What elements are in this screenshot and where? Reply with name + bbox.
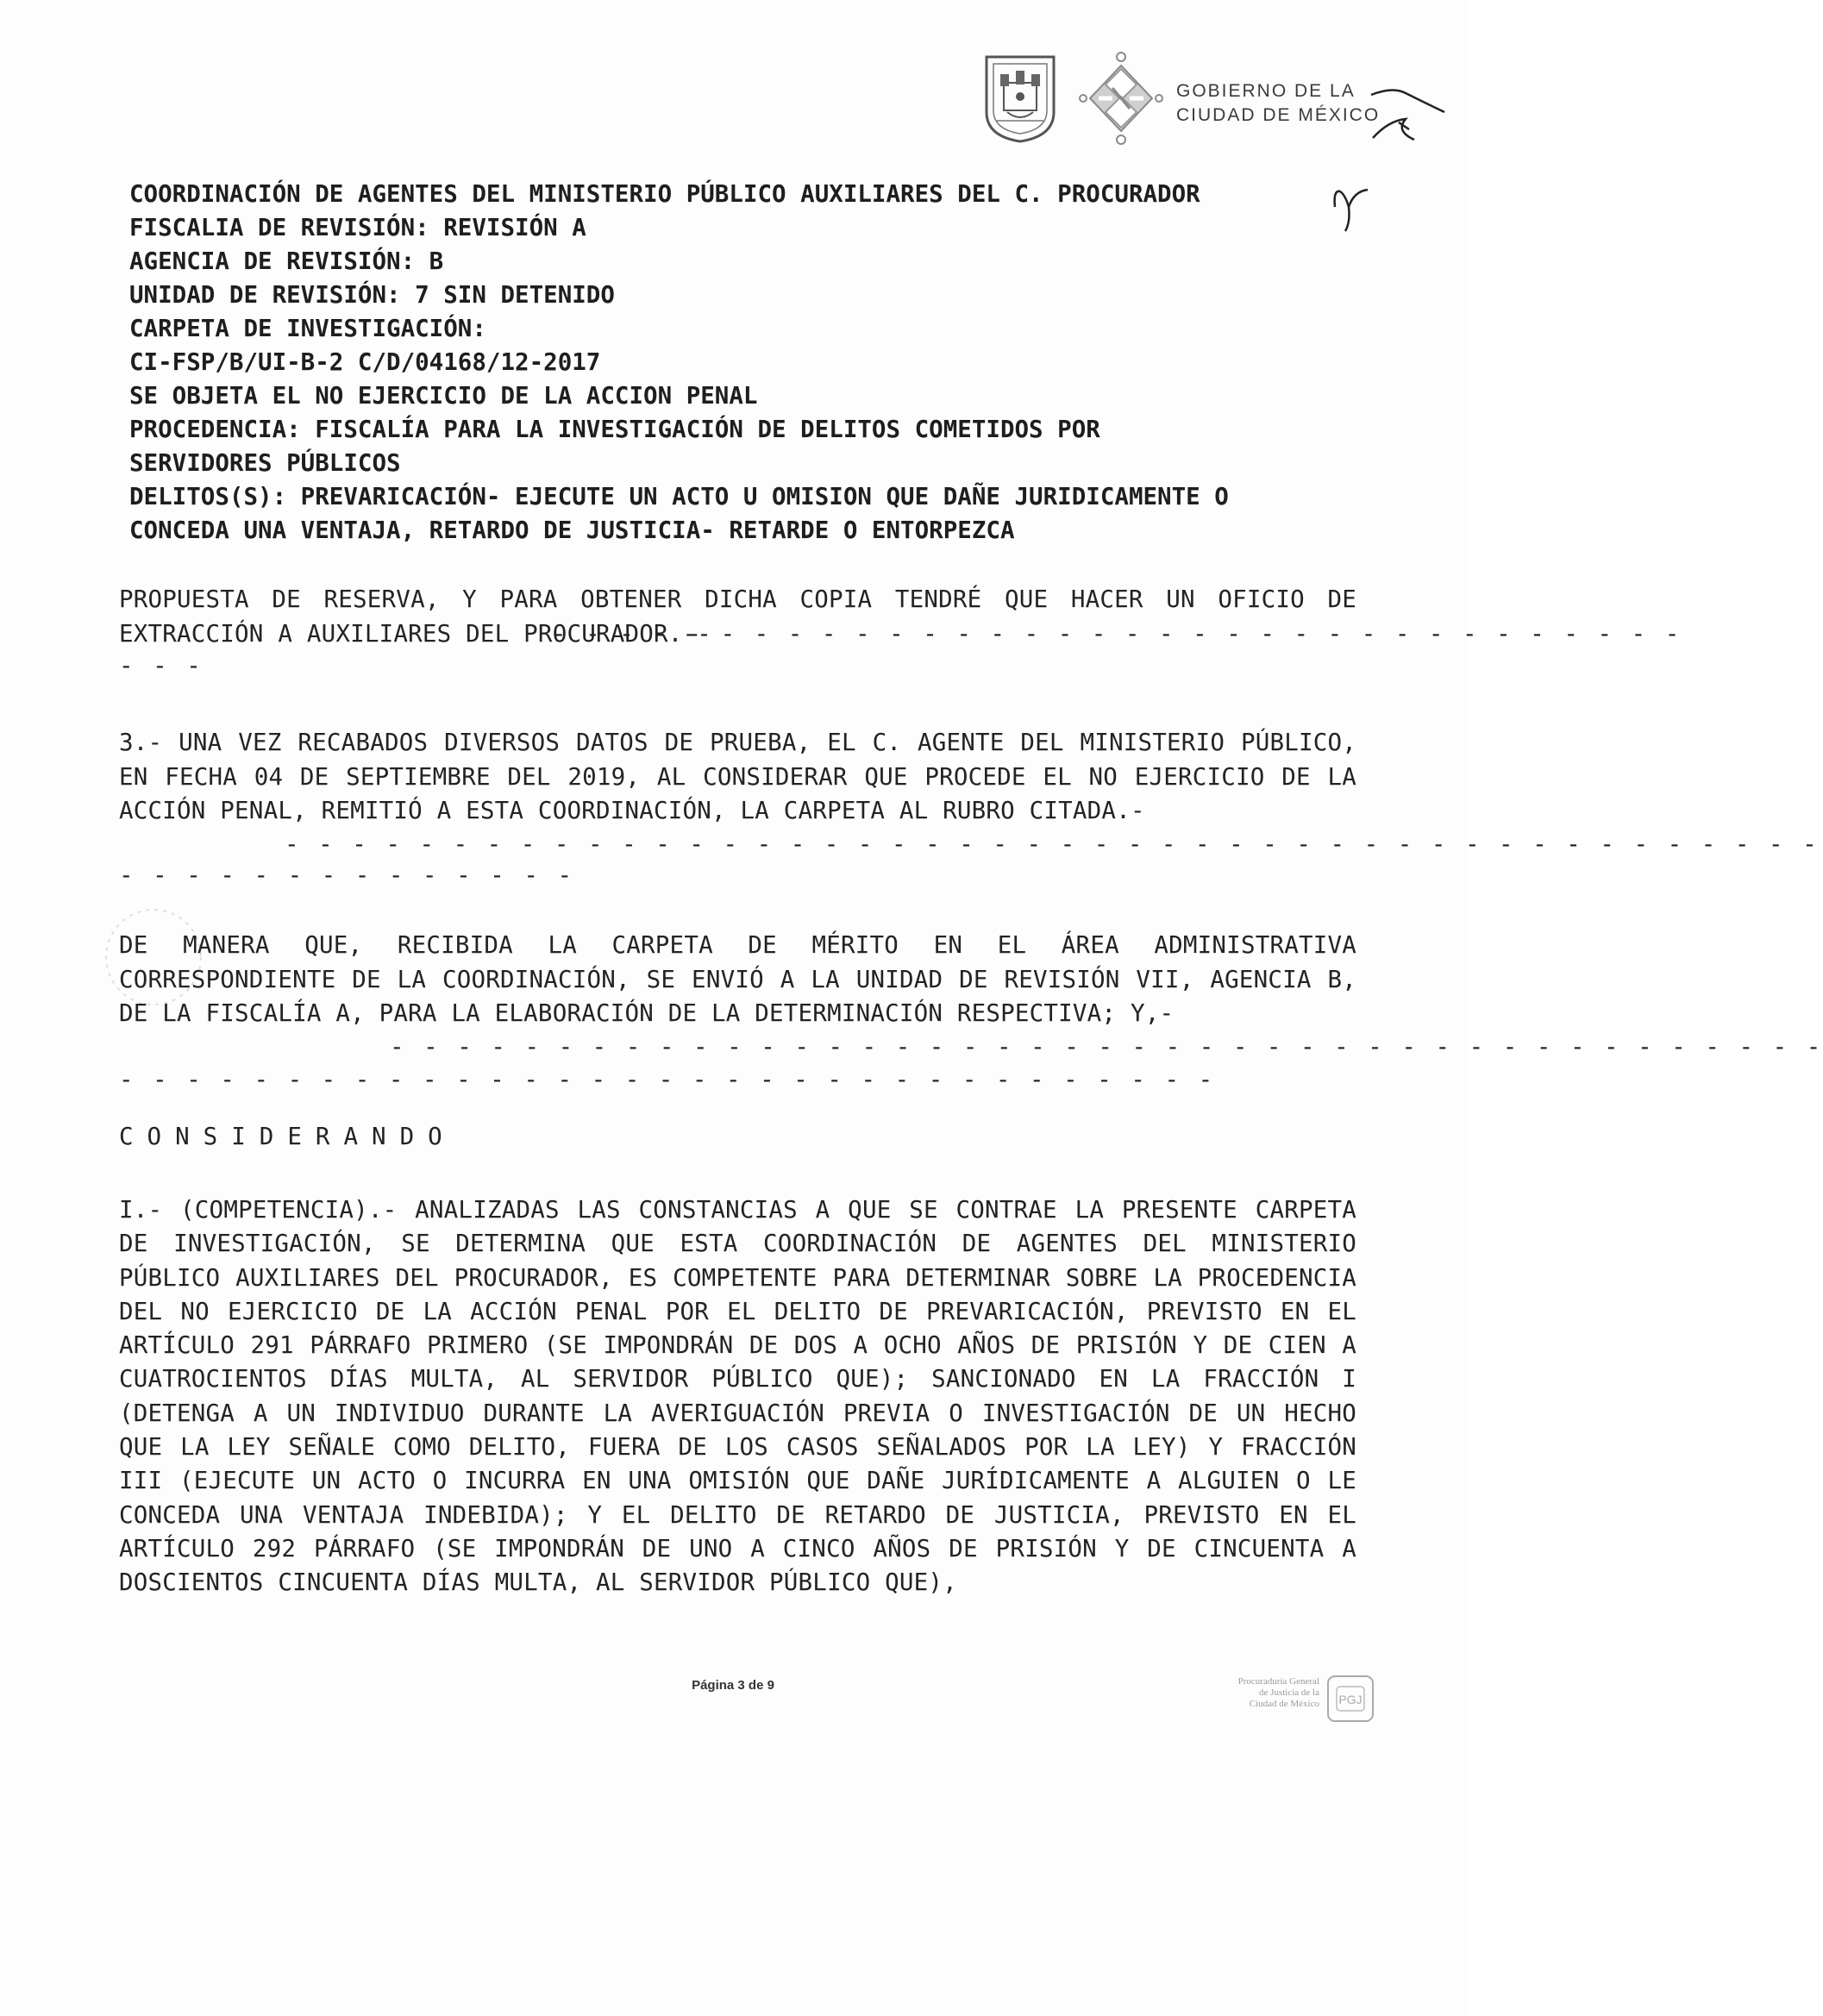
stamp-line: Procuraduría General [1237,1676,1319,1687]
dash-filler: - - - - - - - - - - - - - - - - - - - - - - - - - - - - - - - - - - - - - - - - - - - - - - [285,830,1820,858]
section-heading-considerando: CONSIDERANDO [119,1123,456,1150]
header-line: COORDINACIÓN DE AGENTES DEL MINISTERIO PÚBLICO AUXILIARES DEL C. PROCURADOR [129,180,1200,208]
header-line: CI-FSP/B/UI-B-2 C/D/04168/12-2017 [129,348,601,376]
stamp-line: de Justicia de la [1259,1687,1319,1698]
header-line: SERVIDORES PÚBLICOS [129,449,401,477]
case-header [129,178,1354,548]
pgj-logo-text: PGJ [1338,1693,1363,1706]
paragraph-3-remission: 3.- UNA VEZ RECABADOS DIVERSOS DATOS DE PRUEBA, EL C. AGENTE DEL MINISTERIO PÚBLICO, EN FECHA 04 DE SEPTIEMBRE DEL 2019, AL CONSIDERAR QUE PROCEDE EL NO EJERCICIO DE LA ACCIÓN PENAL, REMITIÓ A ESTA COORDINACIÓN, LA CARPETA AL RUBRO CITADA.- [119,729,1356,824]
page-number: Página 3 de 9 [692,1678,774,1693]
pgj-logo-icon [1325,1673,1376,1725]
header-line: UNIDAD DE REVISIÓN: 7 SIN DETENIDO [129,281,615,309]
cdmx-diamond-logo-icon [1078,50,1164,147]
dash-filler: - - - - - - - - - - - - - - - - - - - - - - - - - - - - - - - - - [119,1066,1216,1093]
institution-stamp-text [1207,1676,1319,1710]
header-line: CARPETA DE INVESTIGACIÓN: [129,315,486,342]
paragraph-reserve-proposal: PROPUESTA DE RESERVA, Y PARA OBTENER DICHA COPIA TENDRÉ QUE HACER UN OFICIO DE EXTRACCIÓN A AUXILIARES DEL PROCURADOR.-- [119,585,1356,648]
dash-filler: - - - - - - - - - - - - - - [119,861,575,889]
government-name-line2: CIUDAD DE MÉXICO [1176,105,1381,125]
header-line: DELITOS(S): PREVARICACIÓN- EJECUTE UN ACTO U OMISION QUE DAÑE JURIDICAMENTE O [129,483,1229,510]
government-name-line1: GOBIERNO DE LA [1176,81,1356,101]
stamp-line: Ciudad de México [1249,1699,1319,1709]
dash-filler: - - - - - - - - - - - - - - - - - - - - - - - - - - - - - - - - - - [552,620,1682,648]
cdmx-coat-of-arms-icon [981,52,1059,145]
header-line: SE OBJETA EL NO EJERCICIO DE LA ACCION PENAL [129,382,758,410]
paragraph-competence: I.- (COMPETENCIA).- ANALIZADAS LAS CONSTANCIAS A QUE SE CONTRAE LA PRESENTE CARPETA DE INVESTIGACIÓN, SE DETERMINA QUE ESTA COORDINACIÓN DE AGENTES DEL MINISTERIO PÚBLICO AUXILIARES DEL PROCURADOR, ES COMPETENTE PARA DETERMINAR SOBRE LA PROCEDENCIA DEL NO EJERCICIO DE LA ACCIÓN PENAL POR EL DELITO DE PREVARICACIÓN, PREVISTO EN EL ARTÍCULO 291 PÁRRAFO PRIMERO (SE IMPONDRÁN DE DOS A OCHO AÑOS DE PRISIÓN Y DE CIEN A CUATROCIENTOS DÍAS MULTA, AL SERVIDOR PÚBLICO QUE); SANCIONADO EN LA FRACCIÓN I (DETENGA A UN INDIVIDUO DURANTE LA AVERIGUACIÓN PREVIA O INVESTIGACIÓN DE UN HECHO QUE LA LEY SEÑALE COMO DELITO, FUERA DE LOS CASOS SEÑALADOS POR LA LEY) Y FRACCIÓN III (EJECUTE UN ACTO O INCURRA EN UNA OMISIÓN QUE DAÑE JURÍDICAMENTE A ALGUIEN O LE CONCEDA UNA VENTAJA INDEBIDA); Y EL DELITO DE RETARDO DE JUSTICIA, PREVISTO EN EL ARTÍCULO 292 PÁRRAFO (SE IMPONDRÁN DE UNO A CINCO AÑOS DE PRISIÓN Y DE CINCUENTA A DOSCIENTOS CINCUENTA DÍAS MULTA, AL SERVIDOR PÚBLICO QUE), [119,1196,1356,1597]
header-line: PROCEDENCIA: FISCALÍA PARA LA INVESTIGACIÓN DE DELITOS COMETIDOS POR [129,416,1100,443]
header-line: CONCEDA UNA VENTAJA, RETARDO DE JUSTICIA- RETARDE O ENTORPEZCA [129,517,1015,544]
paragraph-reception: DE MANERA QUE, RECIBIDA LA CARPETA DE MÉRITO EN EL ÁREA ADMINISTRATIVA CORRESPONDIENTE DE LA COORDINACIÓN, SE ENVIÓ A LA UNIDAD DE REVISIÓN VII, AGENCIA B, DE LA FISCALÍA A, PARA LA ELABORACIÓN DE LA DETERMINACIÓN RESPECTIVA; Y,- [119,931,1356,1027]
header-line: AGENCIA DE REVISIÓN: B [129,247,444,275]
header-line: FISCALIA DE REVISIÓN: REVISIÓN A [129,214,586,241]
dash-filler: - - - - - - - - - - - - - - - - - - - - - - - - - - - - - - - - - - - - - - - - - - - [390,1033,1823,1061]
dash-filler: - - - [119,652,204,679]
